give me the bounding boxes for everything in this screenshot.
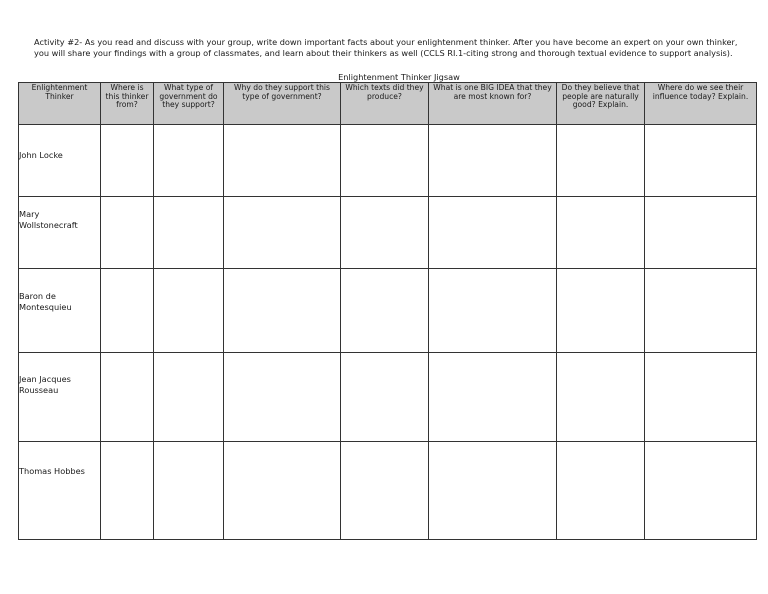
answer-cell[interactable] [557, 353, 645, 442]
thinker-cell [19, 353, 101, 442]
answer-cell[interactable] [101, 353, 154, 442]
header-big-idea: What is one BIG IDEA that they are most known for? [429, 83, 557, 125]
answer-cell[interactable] [429, 269, 557, 353]
answer-cell[interactable] [224, 442, 341, 540]
answer-cell[interactable] [101, 125, 154, 197]
answer-cell[interactable] [224, 125, 341, 197]
table-row [19, 125, 757, 197]
answer-cell[interactable] [341, 125, 429, 197]
thinker-jigsaw-table [18, 82, 757, 540]
thinker-name: Baron de Montesquieu [19, 291, 72, 312]
answer-cell[interactable] [341, 353, 429, 442]
thinker-cell [19, 125, 101, 197]
answer-cell[interactable] [154, 269, 224, 353]
answer-cell[interactable] [224, 353, 341, 442]
answer-cell[interactable] [645, 197, 757, 269]
answer-cell[interactable] [154, 125, 224, 197]
answer-cell[interactable] [645, 269, 757, 353]
answer-cell[interactable] [154, 197, 224, 269]
answer-cell[interactable] [429, 125, 557, 197]
table-row [19, 442, 757, 540]
answer-cell[interactable] [557, 269, 645, 353]
thinker-cell [19, 442, 101, 540]
activity-instructions: Activity #2- As you read and discuss with your group, write down important facts about your enlightenment thinker. After you have become an expert on your own thinker, you will share your findings with a group of classmates, and learn about their thinkers as well (CCLS RI.1-citing strong and thorough textual evidence to support analysis). [34, 37, 738, 58]
header-influence: Where do we see their influence today? Explain. [645, 83, 757, 125]
header-human-nature: Do they believe that people are naturally good? Explain. [557, 83, 645, 125]
answer-cell[interactable] [154, 442, 224, 540]
table-title: Enlightenment Thinker Jigsaw [338, 72, 460, 82]
thinker-cell [19, 269, 101, 353]
answer-cell[interactable] [224, 269, 341, 353]
header-government-type: What type of government do they support? [154, 83, 224, 125]
answer-cell[interactable] [645, 353, 757, 442]
header-government-reason: Why do they support this type of government? [224, 83, 341, 125]
header-origin: Where is this thinker from? [101, 83, 154, 125]
answer-cell[interactable] [645, 442, 757, 540]
thinker-name: Mary Wollstonecraft [19, 209, 78, 230]
answer-cell[interactable] [341, 442, 429, 540]
answer-cell[interactable] [154, 353, 224, 442]
answer-cell[interactable] [429, 197, 557, 269]
answer-cell[interactable] [429, 353, 557, 442]
thinker-name: Jean Jacques Rousseau [19, 374, 71, 395]
header-thinker: Enlightenment Thinker [19, 83, 101, 125]
header-row [19, 83, 757, 125]
table-row [19, 353, 757, 442]
answer-cell[interactable] [429, 442, 557, 540]
header-texts: Which texts did they produce? [341, 83, 429, 125]
answer-cell[interactable] [224, 197, 341, 269]
answer-cell[interactable] [557, 197, 645, 269]
answer-cell[interactable] [101, 197, 154, 269]
answer-cell[interactable] [101, 269, 154, 353]
table-row [19, 269, 757, 353]
answer-cell[interactable] [557, 442, 645, 540]
thinker-cell [19, 197, 101, 269]
answer-cell[interactable] [645, 125, 757, 197]
answer-cell[interactable] [557, 125, 645, 197]
thinker-name: John Locke [19, 150, 63, 160]
thinker-name: Thomas Hobbes [19, 466, 85, 476]
answer-cell[interactable] [341, 197, 429, 269]
answer-cell[interactable] [341, 269, 429, 353]
answer-cell[interactable] [101, 442, 154, 540]
table-row [19, 197, 757, 269]
